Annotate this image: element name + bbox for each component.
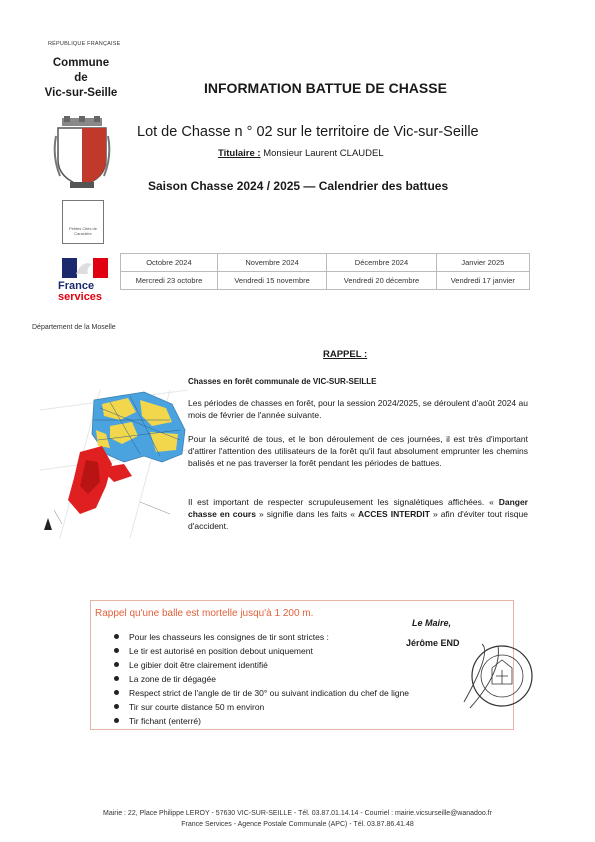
bullet-icon [114, 718, 119, 723]
lot-heading: Lot de Chasse n ° 02 sur le territoire de Vic-sur-Seille [137, 124, 479, 140]
calendar-table [120, 253, 530, 290]
mairie-stamp-icon [462, 642, 538, 710]
titulaire-label: Titulaire : [218, 148, 261, 159]
maire-title: Le Maire, [412, 618, 452, 628]
titulaire-name: Monsieur Laurent CLAUDEL [260, 148, 384, 159]
maire-name: Jérôme END [406, 638, 460, 648]
bullet-icon [114, 634, 119, 639]
republique-label: RÉPUBLIQUE FRANÇAISE [48, 41, 121, 47]
acces-interdit-text: ACCES INTERDIT [357, 509, 430, 519]
bullet-icon [114, 648, 119, 653]
marianne-logo [62, 258, 108, 278]
bullet-icon [114, 662, 119, 667]
rules-box-title: Rappel qu'une balle est mortelle jusqu'à 1 200 m. [95, 608, 314, 619]
coat-of-arms-logo [52, 116, 112, 192]
calendar-months-row [121, 254, 530, 272]
list-item: Le gibier doit être clairement identifié [112, 658, 409, 672]
forest-map-image [40, 390, 188, 538]
paragraph-signaletique: Il est important de respecter scrupuleusement les signalétiques affichées. « Danger chasse en cours » signifie dans les faits « ACCES INTERDIT » afin d'éviter tout risque d'accident. [188, 497, 528, 531]
danger-text: Danger chasse en cours [188, 497, 528, 519]
calendar-month: Novembre 2024 [217, 254, 326, 272]
saison-heading: Saison Chasse 2024 / 2025 — Calendrier des battues [148, 179, 449, 193]
paragraph-securite: Pour la sécurité de tous, et le bon déroulement de ces journées, il est très d'important d'attirer l'attention des utilisateurs de la forêt qu'il faut absolument emprunter les chemins balisés et ne pas traverser la forêt pendant les périodes de battues. [188, 434, 528, 468]
rules-list [112, 630, 409, 728]
footer-services: France Services - Agence Postale Communale (APC) - Tél. 03.87.86.41.48 [181, 821, 414, 828]
calendar-date: Vendredi 20 décembre [327, 272, 436, 290]
calendar-dates-row [121, 272, 530, 290]
page-title: INFORMATION BATTUE DE CHASSE [204, 80, 447, 96]
departement-label: Département de la Moselle [32, 324, 116, 331]
calendar-date: Mercredi 23 octobre [121, 272, 218, 290]
france-services-france: France [58, 280, 95, 292]
footer-address: Mairie : 22, Place Philippe LEROY - 57630 VIC-SUR-SEILLE - Tél. 03.87.01.14.14 - Courriel : mairie.vicsurseille@wanadoo.fr [103, 810, 492, 817]
rappel-heading: RAPPEL : [323, 349, 368, 360]
list-item: Tir sur courte distance 50 m environ [112, 700, 409, 714]
calendar-month: Janvier 2025 [436, 254, 529, 272]
paragraph-periodes: Les périodes de chasses en forêt, pour la session 2024/2025, se déroulent d'août 2024 au mois de février de l'année suivante. [188, 398, 528, 420]
calendar-date: Vendredi 15 novembre [217, 272, 326, 290]
bullet-icon [114, 690, 119, 695]
list-item: Pour les chasseurs les consignes de tir sont strictes : [112, 630, 409, 644]
bullet-icon [114, 676, 119, 681]
calendar-month: Octobre 2024 [121, 254, 218, 272]
france-services-services: services [58, 291, 103, 303]
calendar-month: Décembre 2024 [327, 254, 436, 272]
list-item: Respect strict de l'angle de tir de 30° ou suivant indication du chef de ligne [112, 686, 409, 700]
list-item: La zone de tir dégagée [112, 672, 409, 686]
titulaire-line [218, 148, 384, 159]
petites-cites-logo: Petites Cités de Caractère [62, 200, 104, 244]
bullet-icon [114, 704, 119, 709]
list-item: Le tir est autorisé en position debout uniquement [112, 644, 409, 658]
commune-name: Commune de Vic-sur-Seille [44, 57, 118, 99]
calendar-date: Vendredi 17 janvier [436, 272, 529, 290]
list-item: Tir fichant (enterré) [112, 714, 409, 728]
chasses-heading: Chasses en forêt communale de VIC-SUR-SEILLE [188, 377, 377, 386]
